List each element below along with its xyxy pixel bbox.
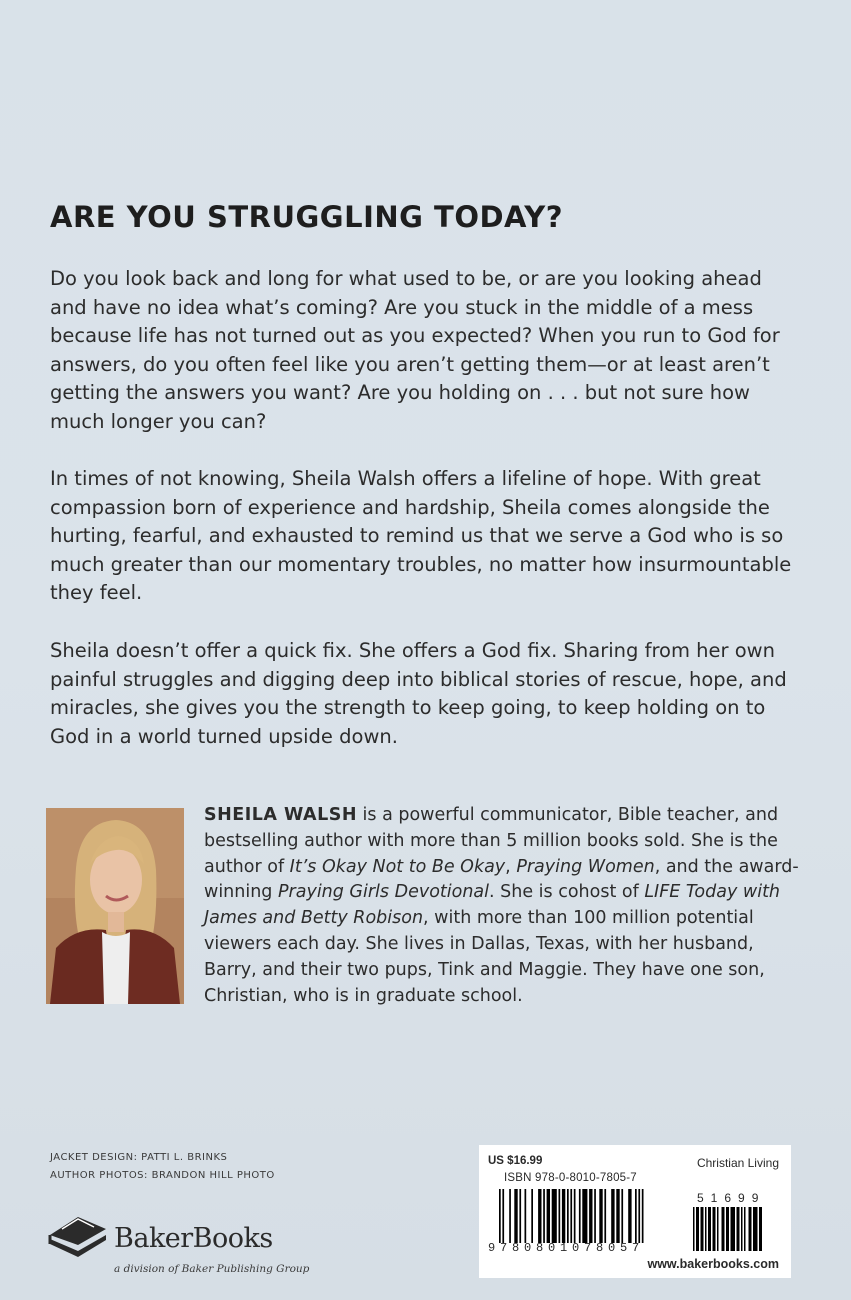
book-logo-icon [48,1207,108,1262]
barcode-bar [726,1207,729,1251]
category: Christian Living [696,1156,779,1170]
barcode-bar [567,1189,569,1243]
barcode-bar [749,1207,752,1251]
author-photo [46,808,184,1004]
barcode-bar [579,1189,581,1243]
isbn: ISBN 978-0-8010-7805-7 [504,1172,637,1184]
barcode-bar [525,1189,527,1243]
barcode-bar [543,1189,545,1243]
barcode-bar [509,1189,511,1243]
barcode-bar [717,1207,719,1251]
barcode-bar [708,1207,711,1251]
ean-barcode [499,1189,681,1243]
barcode-bar [552,1189,557,1243]
barcode-bar [696,1207,699,1251]
publisher-name: BakerBooks [114,1223,273,1254]
barcode-bar [519,1189,521,1243]
barcode-bar [701,1207,704,1251]
headline: ARE YOU STRUGGLING TODAY? [50,200,564,234]
barcode-bar [705,1207,707,1251]
barcode-bar [611,1189,614,1243]
barcode-bar [499,1189,501,1243]
barcode-bar [502,1189,504,1243]
barcode-bar [638,1189,640,1243]
barcode-bar [582,1189,587,1243]
barcode-bar [722,1207,725,1251]
barcode-bar [531,1189,533,1243]
barcode-bar [604,1189,606,1243]
book-title: Praying Girls Devotional [277,882,490,903]
book-title: It’s Okay Not to Be Okay [289,856,506,877]
barcode-bar [713,1207,716,1251]
author-bio [204,803,804,1009]
photo-credit: AUTHOR PHOTOS: BRANDON HILL PHOTO [50,1170,275,1181]
publisher-logo [48,1205,328,1285]
author-name: SHEILA WALSH [204,805,357,825]
publisher-tagline: a division of Baker Publishing Group [114,1263,310,1275]
barcode-bar [731,1207,736,1251]
barcode-bar [599,1189,602,1243]
bio-text: , [505,856,517,877]
addon-number: 51699 [697,1191,766,1205]
show-title: LIFE Today with James and Betty Robison [204,882,781,929]
barcode-bar [616,1189,619,1243]
barcode-bar [635,1189,637,1243]
barcode-bar [589,1189,592,1243]
barcode-bar [628,1189,631,1243]
paragraph-1: Do you look back and long for what used to be, or are you looking ahead and have no idea what’s coming? Are you stuck in the middle of a mess because life has not turned out as you expected? When you run to God for answers, do you often feel like you aren’t getting them—or at least aren’t getting the answers you want? Are you holding on . . . but not sure how much longer you can? [50,267,780,433]
bio-text: . She is cohost of [489,882,645,903]
barcode-bar [574,1189,576,1243]
barcode-bar [559,1189,561,1243]
barcode-bar [547,1189,550,1243]
addon-barcode [693,1207,781,1251]
barcode-box [479,1145,791,1278]
barcode-bar [759,1207,762,1251]
barcode-bar [741,1207,743,1251]
bio-text: is a powerful communicator, Bible teacher, and bestselling author with more than 5 million books sold. She is the author of [204,805,779,877]
barcode-bar [562,1189,565,1243]
barcode-bar [753,1207,758,1251]
barcode-bar [693,1207,695,1251]
price: US $16.99 [488,1155,543,1167]
book-title: Praying Women [516,856,655,877]
barcode-bar [594,1189,596,1243]
barcode-bar [538,1189,541,1243]
paragraph-3: Sheila doesn’t offer a quick fix. She offers a God fix. Sharing from her own painful struggles and digging deep into biblical stories of rescue, hope, and miracles, she gives you the strength to keep going, to keep holding on to God in a world turned upside down. [50,639,787,748]
barcode-bar [514,1189,517,1243]
credits [50,1149,275,1185]
barcode-bar [621,1189,623,1243]
barcode-bar [737,1207,740,1251]
barcode-number: 9780801078057 [488,1241,645,1255]
bio-text: , and the award-winning [204,856,799,903]
website: www.bakerbooks.com [647,1257,779,1271]
barcode-bar [744,1207,746,1251]
bio-text: , with more than 100 million potential viewers each day. She lives in Dallas, Texas, with her husband, Barry, and their two pups, Tink and Maggie. They have one son, Christian, who is in graduate school. [204,908,765,1006]
barcode-bar [642,1189,644,1243]
jacket-credit: JACKET DESIGN: PATTI L. BRINKS [50,1152,228,1163]
barcode-bar [570,1189,572,1243]
paragraph-2: In times of not knowing, Sheila Walsh offers a lifeline of hope. With great compassion born of experience and hardship, Sheila comes alongside the hurting, fearful, and exhausted to remind us that we serve a God who is so much greater than our momentary troubles, no matter how insurmountable they feel. [50,467,792,604]
